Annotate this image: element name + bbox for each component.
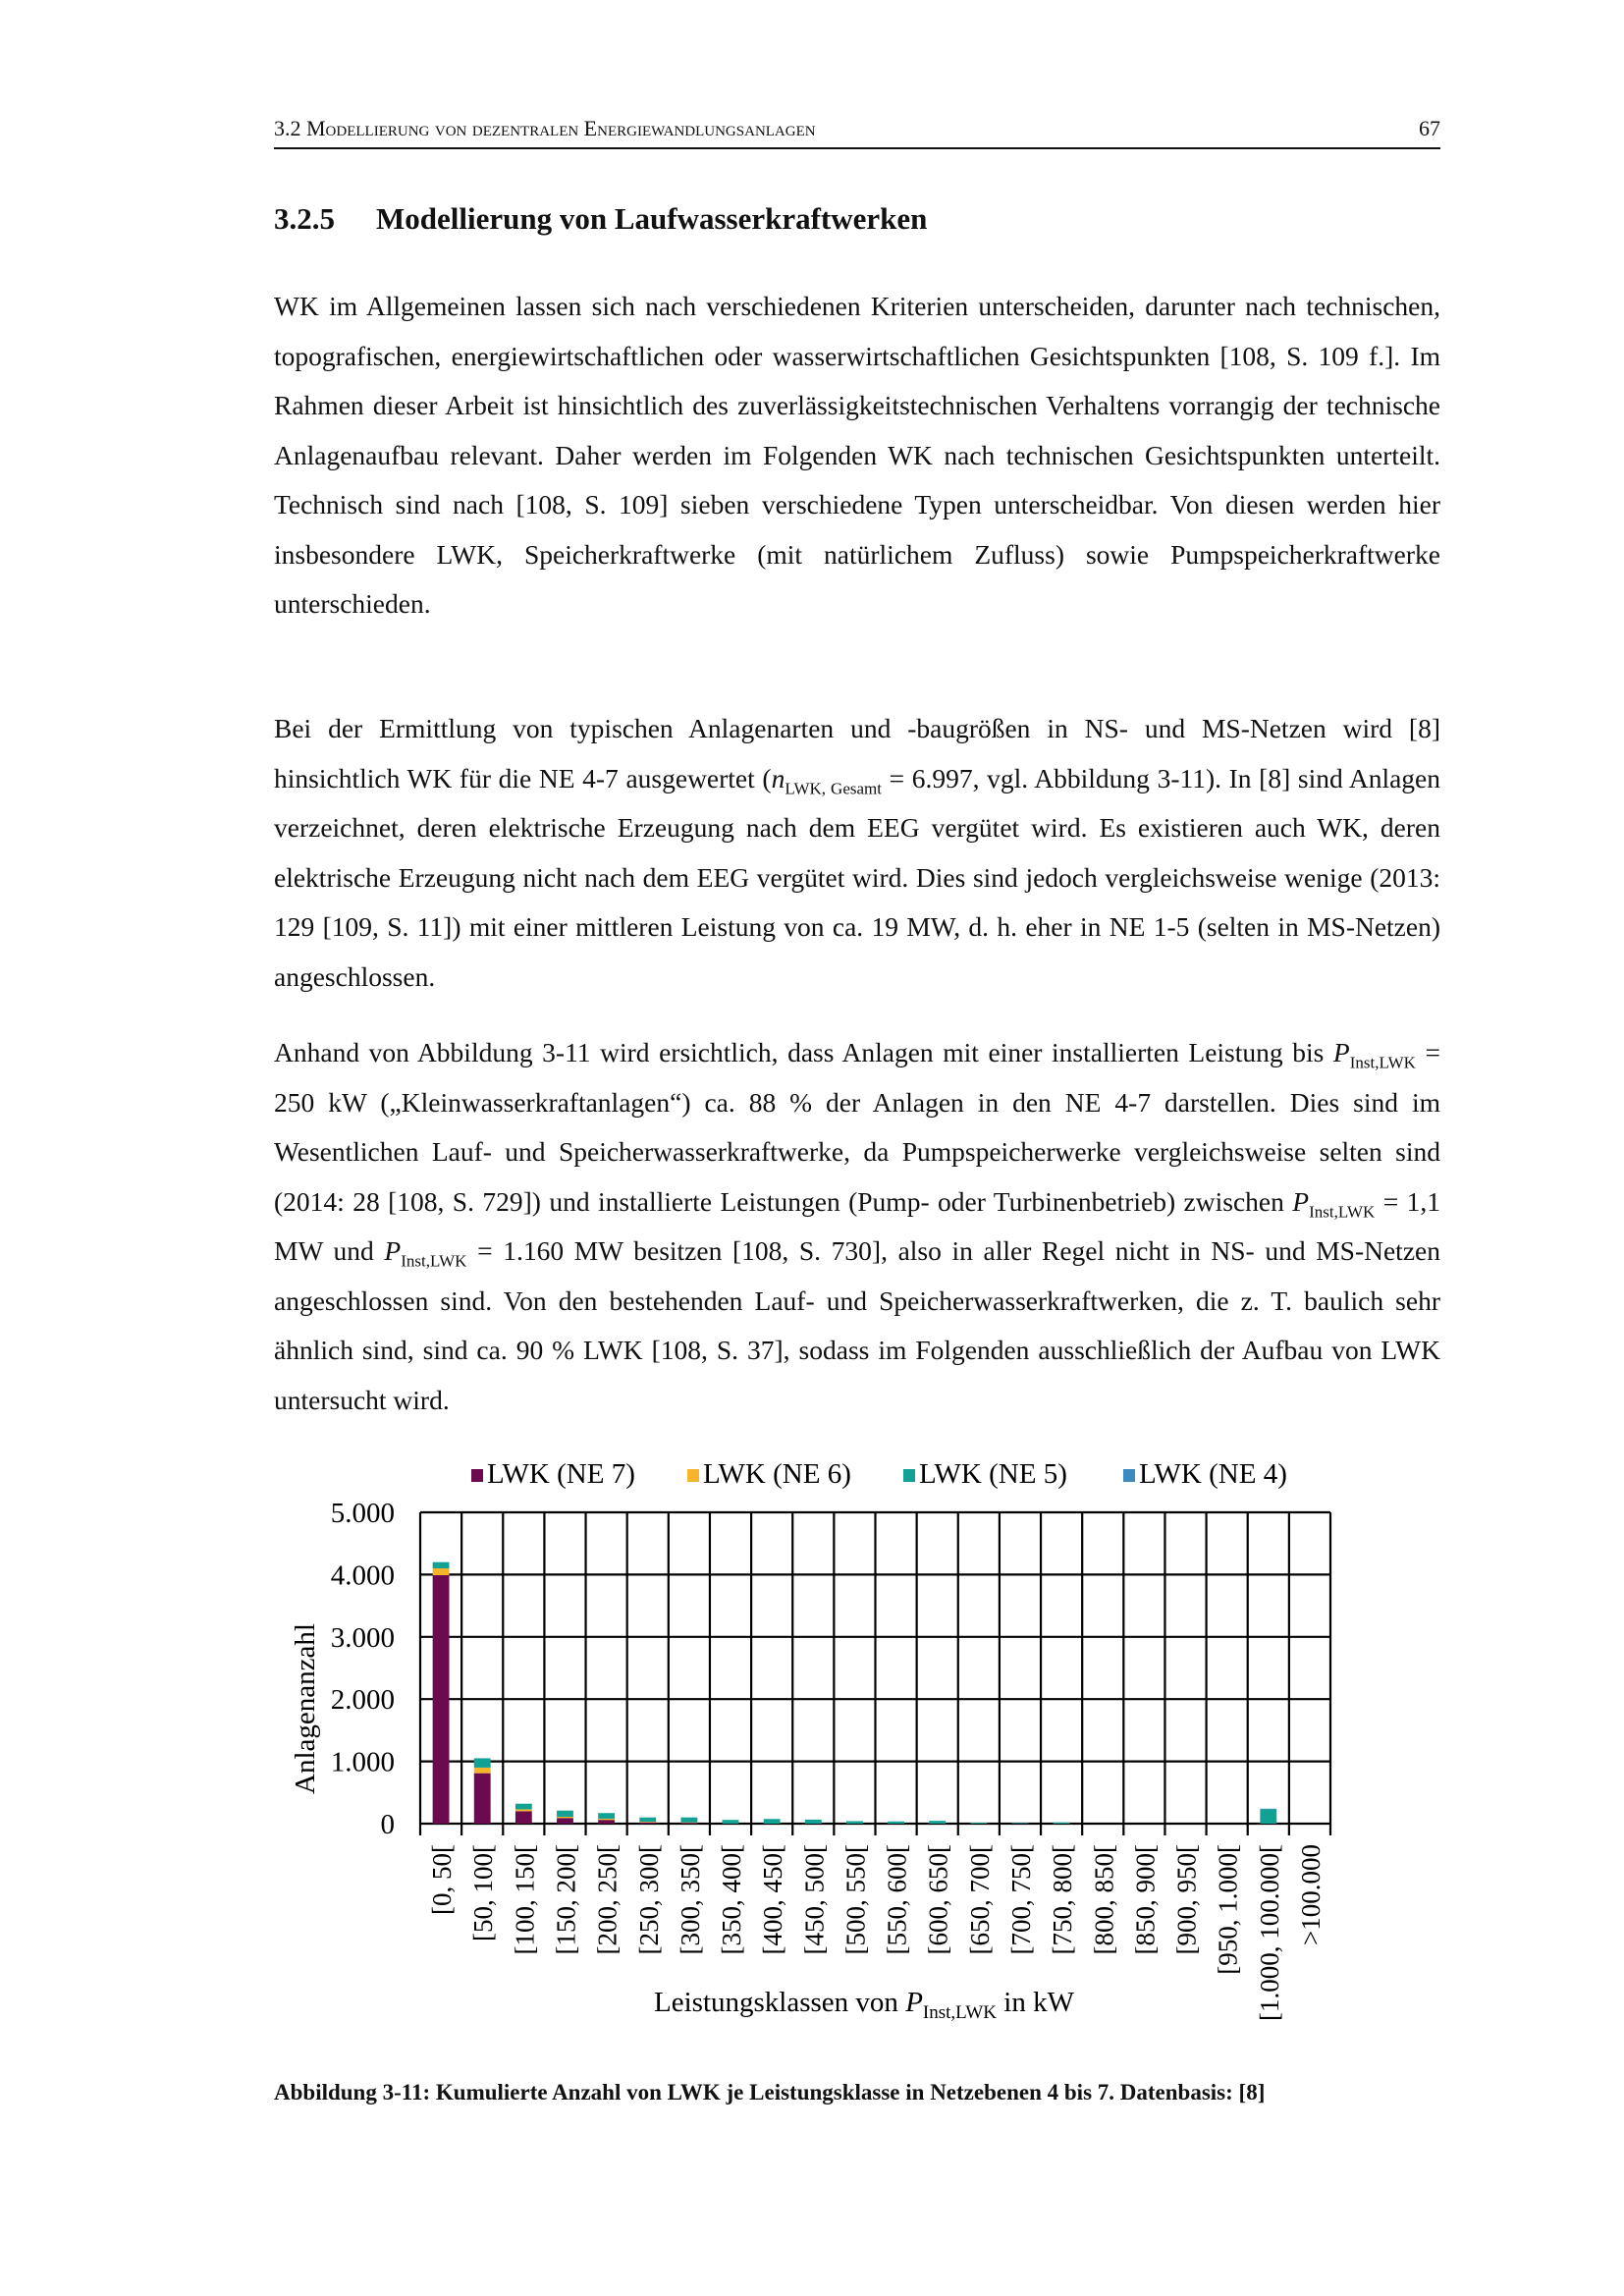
- x-tick-label: [700, 750[: [1005, 1844, 1036, 1955]
- x-axis-label-subscript: Inst,LWK: [922, 2002, 998, 2023]
- page-number: 67: [1419, 116, 1440, 140]
- legend-swatch: [687, 1469, 699, 1482]
- bar-segment: [515, 1809, 532, 1811]
- legend-label: LWK (NE 6): [703, 1458, 851, 1490]
- legend-label: LWK (NE 4): [1139, 1458, 1287, 1490]
- p3-subscript: Inst,LWK: [1309, 1202, 1376, 1221]
- p3-text-b: = 250 kW („Kleinwasserkraftanlagen“) ca. 88 % der Anlagen in den NE 4-7 darstellen. Dies sind im Wesentlichen Lauf- und Speicherwasserkraftwerke, da Pumpspeicherwerke vergleichsweise selten sind (2014: 28 [108, S. 729]) und installierte Leistungen (Pump- oder Turbinenbetrieb) zwischen: [274, 1037, 1440, 1217]
- x-tick-label: [750, 800[: [1048, 1844, 1078, 1955]
- bar-segment: [680, 1818, 697, 1823]
- p3-subscript: Inst,LWK: [1349, 1053, 1416, 1072]
- bar-segment: [805, 1820, 822, 1824]
- bar-segment: [598, 1813, 615, 1819]
- x-tick-label: [550, 600[: [882, 1844, 912, 1955]
- bar-segment: [557, 1817, 573, 1818]
- x-axis-label: [654, 1987, 1075, 2023]
- bar-segment: [474, 1774, 491, 1824]
- p2-text-b: = 6.997, vgl. Abbildung 3-11). In [8] sind Anlagen verzeichnet, deren elektrische Erzeugung nach dem EEG vergütet wird. Es existieren auch WK, deren elektrische Erzeugung nicht nach dem EEG vergütet wird. Dies sind jedoch vergleichsweise wenige (2013: 129 [109, S. 11]) mit einer mittleren Leistung von ca. 19 MW, d. h. eher in NE 1-5 (selten in MS-Netzen) angeschlossen.: [274, 762, 1441, 992]
- bar-segment: [598, 1819, 615, 1820]
- bar-segment: [764, 1819, 781, 1824]
- p3-symbol: P: [1292, 1185, 1310, 1217]
- x-tick-label: [900, 950[: [1171, 1844, 1202, 1955]
- x-tick-label: [300, 350[: [675, 1844, 705, 1955]
- chart-bars: [433, 1562, 1277, 1824]
- bar-segment: [1260, 1809, 1276, 1824]
- stacked-bar-chart: [0, 1434, 1624, 2023]
- paragraph-1: WK im Allgemeinen lassen sich nach verschiedenen Kriterien unterscheiden, darunter nach technischen, topografischen, energiewirtschaftlichen oder wasserwirtschaftlichen Gesichtspunkten [108, S. 109 f.]. Im Rahmen dieser Arbeit ist hinsichtlich des zuverlässigkeitstechnischen Verhaltens vorrangig der technische Anlagenaufbau relevant. Daher werden im Folgenden WK nach technischen Gesichtspunkten unterteilt. Technisch sind nach [108, S. 109] sieben verschiedene Typen unterscheidbar. Von diesen werden hier insbesondere LWK, Speicherkraftwerke (mit natürlichem Zufluss) sowie Pumpspeicherkraftwerke unterschieden.: [274, 291, 1440, 619]
- p3-subscript: Inst,LWK: [401, 1251, 467, 1271]
- x-tick-label: [50, 100[: [468, 1844, 499, 1941]
- bar-segment: [970, 1823, 987, 1824]
- bar-segment: [515, 1811, 532, 1824]
- bar-segment: [557, 1811, 573, 1817]
- x-tick-label: [150, 200[: [551, 1844, 581, 1955]
- bar-segment: [1012, 1823, 1029, 1824]
- legend-swatch: [1123, 1469, 1135, 1482]
- bar-segment: [1054, 1823, 1070, 1824]
- x-tick-label: [100, 150[: [510, 1844, 540, 1955]
- x-tick-label: [850, 900[: [1130, 1844, 1161, 1955]
- running-title: 3.2 Modellierung von dezentralen Energiewandlungsanlagen: [274, 116, 816, 140]
- bar-segment: [433, 1568, 450, 1575]
- x-tick-label: [350, 400[: [717, 1844, 747, 1955]
- p2-subscript: LWK, Gesamt: [785, 779, 882, 797]
- paragraph-3: [274, 1028, 1440, 1425]
- p2-symbol: n: [771, 762, 785, 793]
- bar-segment: [474, 1768, 491, 1774]
- legend-label: LWK (NE 5): [919, 1458, 1067, 1490]
- p3-symbol: P: [384, 1235, 402, 1266]
- bar-segment: [680, 1823, 697, 1824]
- x-tick-label: >100.000: [1295, 1844, 1326, 1945]
- bar-segment: [433, 1562, 450, 1568]
- bar-segment: [846, 1821, 863, 1824]
- bar-segment: [639, 1822, 656, 1823]
- x-tick-label: [400, 450[: [758, 1844, 788, 1955]
- bar-segment: [888, 1822, 904, 1824]
- p3-text-a: Anhand von Abbildung 3-11 wird ersichtlich, dass Anlagen mit einer installierten Leistung bis: [274, 1037, 1333, 1067]
- x-axis-label-symbol: P: [905, 1987, 923, 2018]
- section-number: 3.2.5: [274, 201, 335, 236]
- y-tick-label: 1.000: [330, 1746, 395, 1778]
- y-axis-label: Anlagenanzahl: [290, 1623, 321, 1794]
- x-axis-label-main: Leistungsklassen von: [654, 1987, 906, 2018]
- bar-segment: [1260, 1809, 1276, 1810]
- figure-chart: [0, 1434, 1624, 2023]
- chart-grid: [420, 1512, 1330, 1835]
- p3-symbol: P: [1332, 1037, 1350, 1067]
- legend-swatch: [471, 1469, 483, 1482]
- x-tick-label: [250, 300[: [633, 1844, 664, 1955]
- bar-segment: [557, 1818, 573, 1824]
- x-tick-label: [200, 250[: [592, 1844, 623, 1955]
- y-tick-label: 3.000: [330, 1621, 395, 1654]
- x-tick-label: [500, 550[: [840, 1844, 871, 1955]
- bar-segment: [515, 1804, 532, 1810]
- x-tick-label: [800, 850[: [1089, 1844, 1119, 1955]
- bar-segment: [723, 1820, 739, 1824]
- bar-segment: [474, 1758, 491, 1768]
- bar-segment: [929, 1821, 946, 1824]
- x-tick-label: [600, 650[: [923, 1844, 953, 1955]
- bar-segment: [598, 1820, 615, 1824]
- legend-label: LWK (NE 7): [487, 1458, 635, 1490]
- y-tick-label: 2.000: [330, 1684, 395, 1717]
- y-tick-label: 0: [380, 1809, 395, 1840]
- bar-segment: [433, 1575, 450, 1824]
- chart-legend: [471, 1458, 1287, 1490]
- x-tick-label: [450, 500[: [799, 1844, 830, 1955]
- bar-segment: [639, 1823, 656, 1824]
- bar-segment: [639, 1818, 656, 1822]
- x-tick-label: [650, 700[: [964, 1844, 995, 1955]
- y-axis-ticks: [331, 1498, 395, 1840]
- p3-text-d: = 1.160 MW besitzen [108, S. 730], also in aller Regel nicht in NS- und MS-Netzen angeschlossen sind. Von den bestehenden Lauf- und Speicherwasserkraftwerken, die z. T. baulich sehr ähnlich sind, sind ca. 90 % LWK [108, S. 37], sodass im Folgenden ausschließlich der Aufbau von LWK untersucht wird.: [274, 1235, 1440, 1415]
- x-tick-label: [950, 1.000[: [1213, 1844, 1243, 1975]
- section-heading: [274, 201, 927, 237]
- legend-swatch: [903, 1469, 915, 1482]
- x-axis-label-unit: in kW: [997, 1987, 1074, 2018]
- p2-text-a: Bei der Ermittlung von typischen Anlagenarten und -baugrößen in NS- und MS-Netzen wird [8] hinsichtlich WK für die NE 4-7 ausgewertet (: [274, 713, 1440, 793]
- running-header: [274, 116, 1440, 149]
- p3-text-c: = 1,1 MW und: [274, 1185, 1441, 1266]
- paragraph-2: [274, 704, 1440, 1002]
- x-tick-label: [0, 50[: [427, 1844, 458, 1915]
- x-tick-label: [1.000, 100.000[: [1254, 1844, 1284, 2021]
- figure-caption: Abbildung 3-11: Kumulierte Anzahl von LWK je Leistungsklasse in Netzebenen 4 bis 7. Datenbasis: [8]: [274, 2080, 1266, 2105]
- y-tick-label: 4.000: [330, 1559, 395, 1592]
- y-tick-label: 5.000: [330, 1498, 395, 1529]
- section-title: Modellierung von Laufwasserkraftwerken: [376, 201, 928, 236]
